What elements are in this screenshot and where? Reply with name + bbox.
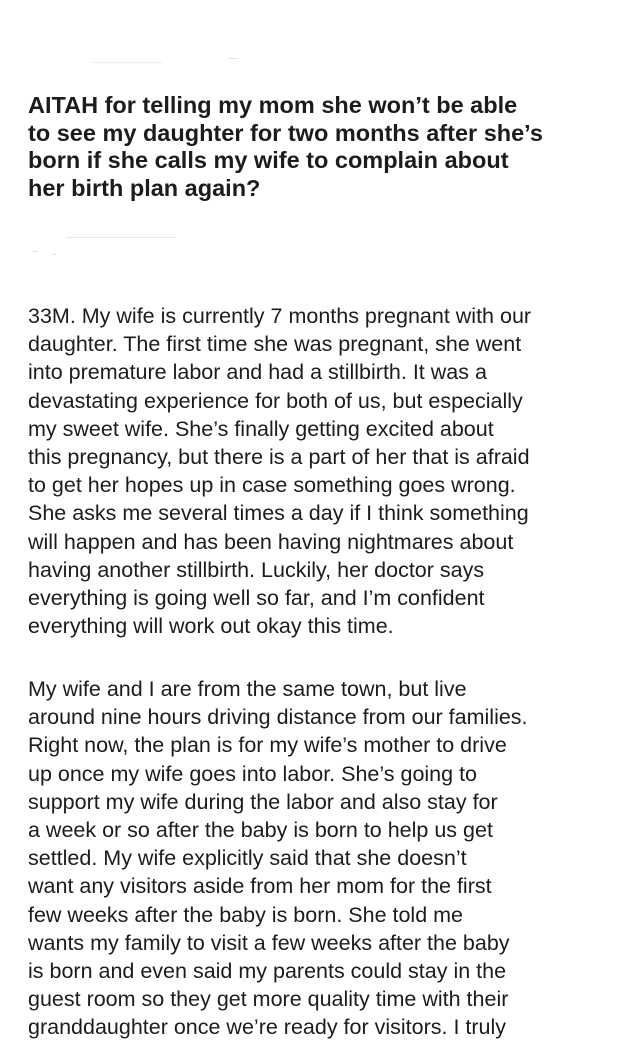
paragraph-line: Right now, the plan is for my wife’s mother to drive [28, 733, 507, 758]
paragraph-line: daughter. The first time she was pregnant, she went [28, 332, 522, 357]
post-paragraph-1 [28, 302, 613, 640]
paragraph-line: will happen and has been having nightmares about [28, 529, 514, 554]
post-title [28, 92, 603, 202]
paragraph-line: to get her hopes up in case something goes wrong. [28, 473, 516, 498]
paragraph-line: settled. My wife explicitly said that she doesn’t [28, 846, 467, 871]
paragraph-line: around nine hours driving distance from our families. [28, 705, 528, 730]
title-line: to see my daughter for two months after she’s [28, 119, 543, 146]
paragraph-line: everything is going well so far, and I’m confident [28, 586, 485, 611]
post-paragraph-2 [28, 675, 613, 1042]
paragraph-line: guest room so they get more quality time with their [28, 987, 509, 1012]
paragraph-line: want any visitors aside from her mom for the first [28, 874, 492, 899]
paragraph-line: everything will work out okay this time. [28, 614, 394, 639]
paragraph-line: few weeks after the baby is born. She told me [28, 902, 464, 927]
paragraph-line: devastating experience for both of us, but especially [28, 388, 523, 413]
top-divider-dash [228, 58, 238, 59]
paragraph-line: into premature labor and had a stillbirth. It was a [28, 360, 487, 385]
title-divider-line [66, 237, 176, 238]
paragraph-line: My wife and I are from the same town, but live [28, 677, 467, 701]
title-line: born if she calls my wife to complain about [28, 147, 509, 173]
title-line: AITAH for telling my mom she won’t be able [28, 92, 518, 118]
top-divider-line [92, 62, 162, 63]
paragraph-line: this pregnancy, but there is a part of her that is afraid [28, 445, 530, 470]
title-divider-mark [32, 251, 38, 252]
paragraph-line: wants my family to visit a few weeks after the baby [28, 930, 510, 955]
paragraph-line: She asks me several times a day if I think something [28, 501, 529, 526]
paragraph-line: having another stillbirth. Luckily, her doctor says [28, 557, 485, 582]
paragraph-line: granddaughter once we’re ready for visitors. I truly [28, 1015, 507, 1040]
paragraph-line: a week or so after the baby is born to help us get [28, 818, 493, 843]
paragraph-line: is born and even said my parents could stay in the [28, 959, 507, 984]
paragraph-line: up once my wife goes into labor. She’s going to [28, 761, 478, 786]
title-line: her birth plan again? [28, 174, 261, 201]
paragraph-line: support my wife during the labor and also stay for [28, 789, 498, 814]
title-divider-mark [52, 254, 56, 255]
paragraph-line: 33M. My wife is currently 7 months pregnant with our [28, 304, 532, 328]
paragraph-line: my sweet wife. She’s finally getting excited about [28, 416, 494, 441]
